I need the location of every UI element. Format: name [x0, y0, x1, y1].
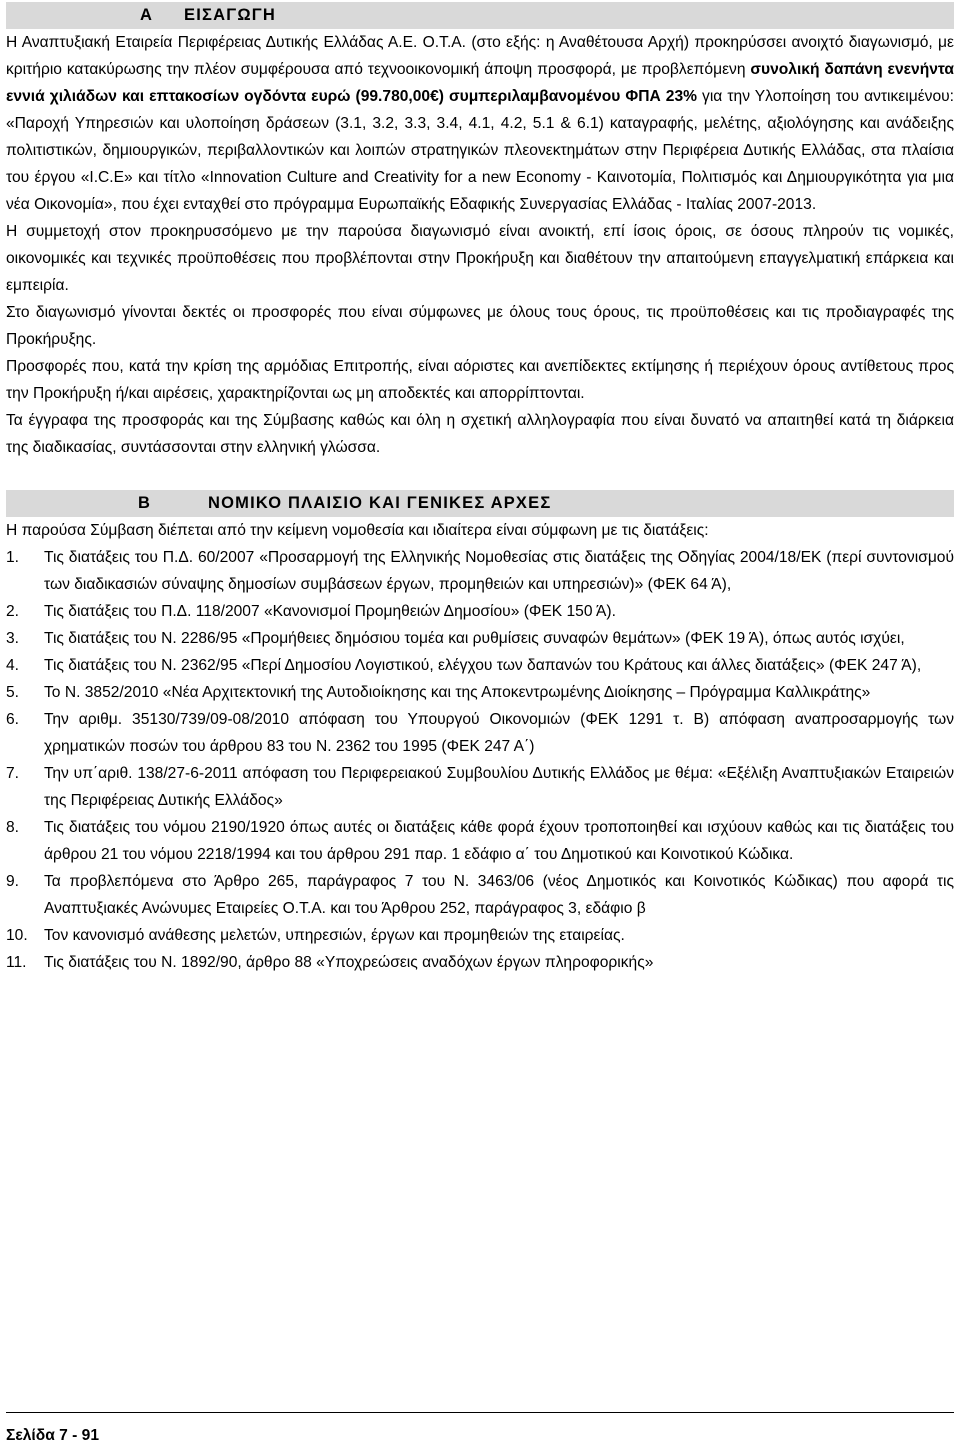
rejected-paragraph: Προσφορές που, κατά την κρίση της αρμόδιας Επιτροπής, είναι αόριστες και ανεπίδεκτες εκτίμησης ή περιέχουν όρους αντίθετους προς την Προκήρυξη ή/και αιρέσεις, χαρακτηρίζονται ως μη αποδεκτές και απορρίπτονται. [6, 358, 954, 402]
list-item-text: Τις διατάξεις του Ν. 2362/95 «Περί Δημοσίου Λογιστικού, ελέγχου των δαπανών του Κράτους και άλλες διατάξεις» (ΦΕΚ 247 Ά), [44, 657, 922, 674]
list-item-number: 5. [6, 684, 20, 701]
section-spacer [6, 461, 954, 488]
legal-intro-paragraph: Η παρούσα Σύμβαση διέπεται από την κείμενη νομοθεσία και ιδιαίτερα είναι σύμφωνη με τις διατάξεις: [6, 522, 709, 539]
intro-budget-bold: συνολική δαπάνη ενενήντα εννιά χιλιάδων και επτακοσίων ογδόντα ευρώ (99.780,00€) συμπεριλαμβανομένου ΦΠΑ 23% [6, 61, 954, 105]
list-item [6, 814, 954, 868]
list-item [6, 598, 954, 625]
section-b-title: ΝΟΜΙΚΟ ΠΛΑΙΣΙΟ ΚΑΙ ΓΕΝΙΚΕΣ ΑΡΧΕΣ [208, 494, 552, 512]
list-item-text: Τις διατάξεις του νόμου 2190/1920 όπως αυτές οι διατάξεις κάθε φορά έχουν τροποποιηθεί και ισχύουν καθώς και τις διατάξεις του άρθρου 21 του νόμου 2218/1994 και του άρθρου 291 παρ. 1 εδάφιο α΄ του Δημοτικού και Κοινοτικού Κώδικα. [44, 819, 954, 863]
section-a-title: ΕΙΣΑΓΩΓΗ [184, 6, 276, 24]
list-item [6, 706, 954, 760]
intro-text-start: Η Αναπτυξιακή Εταιρεία Περιφέρειας Δυτικής Ελλάδας Α.Ε. Ο.Τ.Α. (στο εξής: η Αναθέτουσα Αρχή) προκηρύσσει ανοιχτό διαγωνισμό, με κριτήριο κατακύρωσης την πλέον συμφέρουσα από τεχνοοικονομική άποψη προσφορά, με προβλεπόμενη [6, 34, 954, 78]
list-item [6, 679, 954, 706]
list-item-number: 9. [6, 873, 20, 890]
list-item-number: 11. [6, 954, 27, 971]
legal-provisions-list [6, 544, 954, 976]
participation-paragraph: Η συμμετοχή στον προκηρυσσόμενο με την παρούσα διαγωνισμό είναι ανοικτή, επί ίσοις όροις, σε όσους πληρούν τις νομικές, οικονομικές και τεχνικές προϋποθέσεις που προβλέπονται στην Προκήρυξη και διαθέτουν την απαιτούμενη επαγγελματική επάρκεια και εμπειρία. [6, 223, 954, 294]
list-item-text: Τα προβλεπόμενα στο Άρθρο 265, παράγραφος 7 του Ν. 3463/06 (νέος Δημοτικός και Κοινοτικός Κώδικας) που αφορά τις Αναπτυξιακές Ανώνυμες Εταιρείες Ο.Τ.Α. και του Άρθρου 252, παράγραφος 3, εδάφιο β [44, 873, 954, 917]
section-a-heading [6, 2, 954, 29]
accepted-paragraph: Στο διαγωνισμό γίνονται δεκτές οι προσφορές που είναι σύμφωνες με όλους τους όρους, τις προϋποθέσεις και τις προδιαγραφές της Προκήρυξης. [6, 304, 954, 348]
list-item-number: 8. [6, 819, 20, 836]
list-item-number: 6. [6, 711, 20, 728]
list-item-text: Τις διατάξεις του Π.Δ. 60/2007 «Προσαρμογή της Ελληνικής Νομοθεσίας στις διατάξεις της Οδηγίας 2004/18/ΕΚ (περί συντονισμού των διαδικασιών σύναψης δημοσίων συμβάσεων έργων, προμηθειών και υπηρεσιών)» (ΦΕΚ 64 Ά), [44, 549, 954, 593]
list-item-text: Το Ν. 3852/2010 «Νέα Αρχιτεκτονική της Αυτοδιοίκησης και της Αποκεντρωμένης Διοίκησης – Πρόγραμμα Καλλικράτης» [44, 684, 871, 701]
list-item-number: 3. [6, 630, 20, 647]
list-item-text: Τις διατάξεις του Ν. 2286/95 «Προμήθειες δημόσιου τομέα και ρυθμίσεις συναφών θεμάτων» (ΦΕΚ 19 Ά), όπως αυτός ισχύει, [44, 630, 905, 647]
list-item-text: Τον κανονισμό ανάθεσης μελετών, υπηρεσιών, έργων και προμηθειών της εταιρείας. [44, 927, 625, 944]
list-item-number: 4. [6, 657, 20, 674]
list-item [6, 625, 954, 652]
list-item [6, 652, 954, 679]
page-footer [6, 1412, 954, 1445]
intro-paragraph [6, 29, 954, 218]
intro-text-end: για την Υλοποίηση του αντικειμένου: «Παροχή Υπηρεσιών και υλοποίηση δράσεων (3.1, 3.2, 3.3, 3.4, 4.1, 4.2, 5.1 & 6.1) καταγραφής, μελέτης, αξιολόγησης και ανάδειξης πολιτιστικών, δημιουργικών, περιβαλλοντικών και λοιπών στρατηγικών πλεονεκτημάτων στην Περιφέρεια Δυτικής Ελλάδας, στα πλαίσια του έργου «I.C.E» και τίτλο «Innovation Culture and Creativity for a new Economy - Καινοτομία, Πολιτισμός και Δημιουργικότητα για μια νέα Οικονομία», που έχει ενταχθεί στο πρόγραμμα Ευρωπαϊκής Εδαφικής Συνεργασίας Ελλάδας - Ιταλίας 2007-2013. [6, 88, 954, 213]
list-item-number: 2. [6, 603, 20, 620]
list-item-number: 7. [6, 765, 20, 782]
list-item-number: 1. [6, 549, 20, 566]
list-item [6, 949, 954, 976]
document-page [6, 0, 954, 976]
list-item [6, 922, 954, 949]
list-item-text: Την υπ΄αριθ. 138/27-6-2011 απόφαση του Περιφερειακού Συμβουλίου Δυτικής Ελλάδος με θέμα: «Εξέλιξη Αναπτυξιακών Εταιρειών της Περιφέρειας Δυτικής Ελλάδος» [44, 765, 954, 809]
section-b-heading [6, 490, 954, 517]
list-item-text: Τις διατάξεις του Π.Δ. 118/2007 «Κανονισμοί Προμηθειών Δημοσίου» (ΦΕΚ 150 Ά). [44, 603, 616, 620]
page-number-label: Σελίδα 7 - 91 [6, 1427, 100, 1444]
list-item [6, 544, 954, 598]
language-paragraph: Τα έγγραφα της προσφοράς και της Σύμβασης καθώς και όλη η σχετική αλληλογραφία που είναι δυνατό να απαιτηθεί κατά τη διάρκεια της διαδικασίας, συντάσσονται στην ελληνική γλώσσα. [6, 412, 954, 456]
list-item [6, 868, 954, 922]
list-item-number: 10. [6, 927, 28, 944]
list-item [6, 760, 954, 814]
section-b-letter: Β [138, 494, 152, 512]
list-item-text: Τις διατάξεις του Ν. 1892/90, άρθρο 88 «Υποχρεώσεις αναδόχων έργων πληροφορικής» [44, 954, 654, 971]
section-a-letter: Α [140, 6, 154, 24]
list-item-text: Την αριθμ. 35130/739/09-08/2010 απόφαση του Υπουργού Οικονομιών (ΦΕΚ 1291 τ. Β) απόφαση αναπροσαρμογής των χρηματικών ποσών του άρθρου 83 του Ν. 2362 του 1995 (ΦΕΚ 247 Α΄) [44, 711, 954, 755]
